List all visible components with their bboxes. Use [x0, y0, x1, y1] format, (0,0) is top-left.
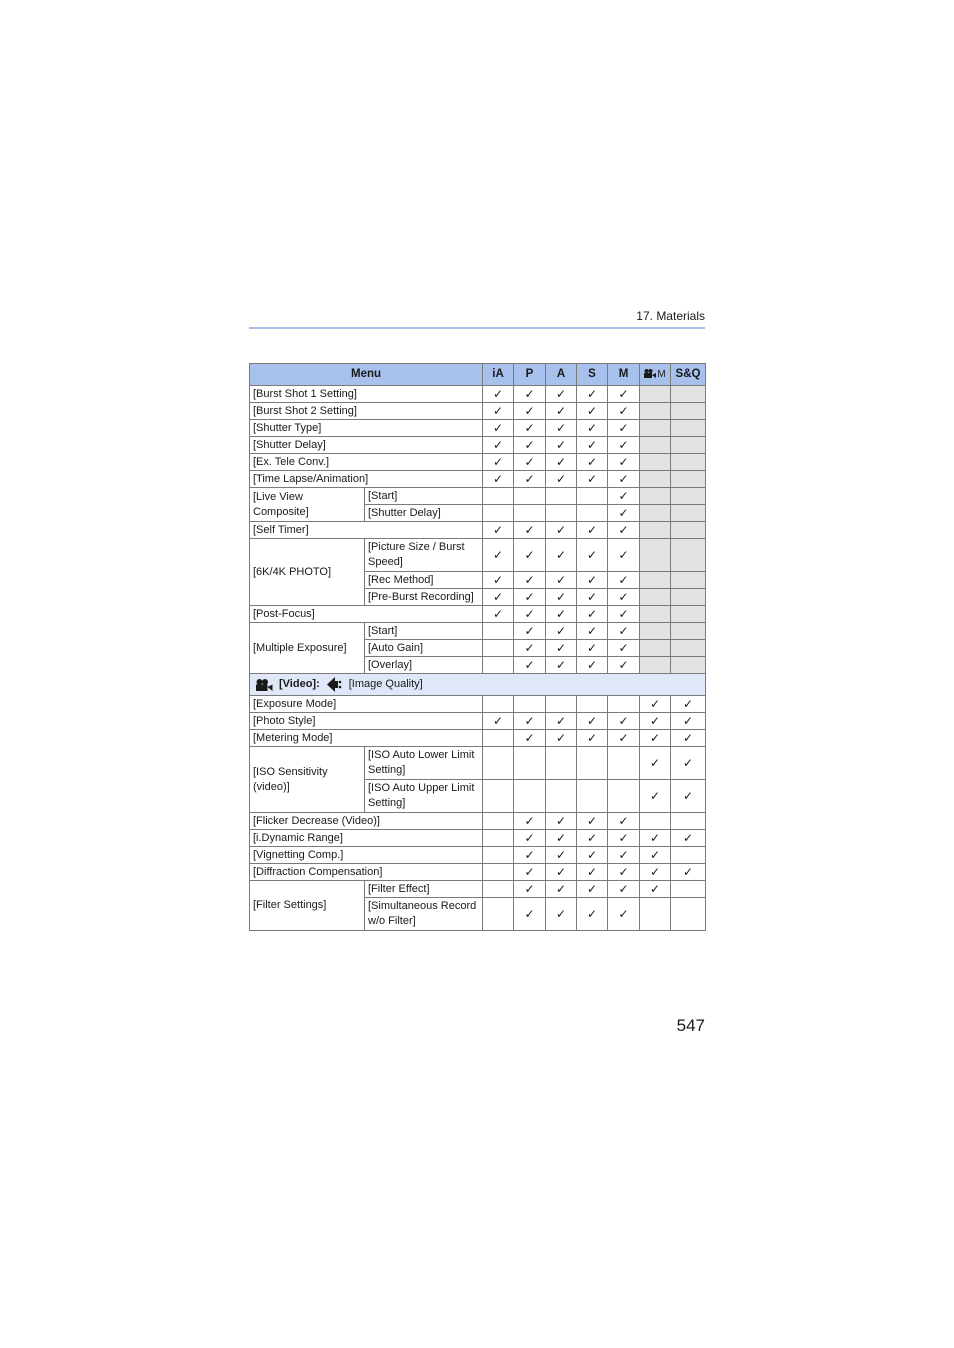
check-mark-cell: ✓: [546, 437, 577, 454]
unavailable-cell: [640, 403, 671, 420]
check-mark-cell: ✓: [640, 696, 671, 713]
menu-item-cell: [6K/4K PHOTO]: [250, 539, 365, 606]
check-mark-cell: ✓: [546, 572, 577, 589]
unavailable-cell: [671, 623, 706, 640]
check-mark-cell: ✓: [546, 386, 577, 403]
check-mark-cell: ✓: [546, 657, 577, 674]
empty-cell: [514, 747, 546, 780]
unavailable-cell: [671, 403, 706, 420]
check-mark-cell: ✓: [483, 471, 514, 488]
table-row: [250, 864, 706, 881]
movie-camera-icon: [644, 369, 657, 378]
check-mark-cell: ✓: [577, 572, 608, 589]
check-mark-cell: ✓: [640, 780, 671, 813]
unavailable-cell: [671, 420, 706, 437]
check-mark-cell: ✓: [514, 864, 546, 881]
empty-cell: [483, 864, 514, 881]
table-row: [250, 454, 706, 471]
menu-item-cell: [Live View Composite]: [250, 488, 365, 522]
check-mark-cell: ✓: [577, 640, 608, 657]
check-mark-cell: ✓: [608, 572, 640, 589]
check-mark-cell: ✓: [608, 864, 640, 881]
check-mark-cell: ✓: [546, 898, 577, 931]
menu-item-cell: [Exposure Mode]: [250, 696, 483, 713]
unavailable-cell: [640, 572, 671, 589]
section-sublabel: [Image Quality]: [348, 678, 423, 690]
sub-item-cell: [Filter Effect]: [365, 881, 483, 898]
menu-item-cell: [Multiple Exposure]: [250, 623, 365, 674]
check-mark-cell: ✓: [483, 386, 514, 403]
unavailable-cell: [671, 572, 706, 589]
check-mark-cell: ✓: [671, 747, 706, 780]
movie-camera-icon: [256, 679, 273, 691]
check-mark-cell: ✓: [608, 589, 640, 606]
unavailable-cell: [640, 471, 671, 488]
check-mark-cell: ✓: [608, 403, 640, 420]
sub-item-cell: [Rec Method]: [365, 572, 483, 589]
empty-cell: [483, 640, 514, 657]
check-mark-cell: ✓: [514, 898, 546, 931]
unavailable-cell: [640, 606, 671, 623]
empty-cell: [483, 488, 514, 505]
section-row-video: [250, 674, 706, 696]
check-mark-cell: ✓: [671, 696, 706, 713]
check-mark-cell: ✓: [608, 657, 640, 674]
menu-item-cell: [Self Timer]: [250, 522, 483, 539]
table-body: [250, 386, 706, 931]
check-mark-cell: ✓: [514, 454, 546, 471]
empty-cell: [640, 898, 671, 931]
col-header-creative-video-m: [640, 364, 671, 386]
sub-item-cell: [Overlay]: [365, 657, 483, 674]
empty-cell: [608, 696, 640, 713]
menu-item-cell: [Vignetting Comp.]: [250, 847, 483, 864]
menu-item-cell: [Metering Mode]: [250, 730, 483, 747]
check-mark-cell: ✓: [608, 730, 640, 747]
unavailable-cell: [671, 386, 706, 403]
unavailable-cell: [671, 488, 706, 505]
check-mark-cell: ✓: [608, 606, 640, 623]
check-mark-cell: ✓: [608, 898, 640, 931]
section-label: [Video]:: [279, 678, 320, 690]
empty-cell: [577, 488, 608, 505]
table-row: [250, 623, 706, 640]
chapter-title: 17. Materials: [636, 309, 705, 323]
check-mark-cell: ✓: [514, 830, 546, 847]
menu-item-cell: [Time Lapse/Animation]: [250, 471, 483, 488]
check-mark-cell: ✓: [546, 623, 577, 640]
empty-cell: [671, 898, 706, 931]
unavailable-cell: [671, 437, 706, 454]
check-mark-cell: ✓: [514, 437, 546, 454]
check-mark-cell: ✓: [483, 403, 514, 420]
unavailable-cell: [640, 386, 671, 403]
header-rule: [249, 327, 705, 329]
table-header-row: [250, 364, 706, 386]
check-mark-cell: ✓: [577, 830, 608, 847]
unavailable-cell: [671, 539, 706, 572]
check-mark-cell: ✓: [546, 471, 577, 488]
empty-cell: [483, 898, 514, 931]
check-mark-cell: ✓: [546, 420, 577, 437]
empty-cell: [483, 657, 514, 674]
check-mark-cell: ✓: [640, 713, 671, 730]
table-row: [250, 386, 706, 403]
check-mark-cell: ✓: [577, 623, 608, 640]
sub-item-cell: [Simultaneous Record w/o Filter]: [365, 898, 483, 931]
check-mark-cell: ✓: [608, 623, 640, 640]
check-mark-cell: ✓: [546, 606, 577, 623]
check-mark-cell: ✓: [640, 747, 671, 780]
check-mark-cell: ✓: [514, 713, 546, 730]
check-mark-cell: ✓: [546, 864, 577, 881]
menu-item-cell: [Filter Settings]: [250, 881, 365, 931]
check-mark-cell: ✓: [608, 830, 640, 847]
unavailable-cell: [640, 589, 671, 606]
table-row: [250, 713, 706, 730]
check-mark-cell: ✓: [577, 522, 608, 539]
empty-cell: [577, 505, 608, 522]
unavailable-cell: [640, 505, 671, 522]
unavailable-cell: [671, 522, 706, 539]
menu-item-cell: [Burst Shot 2 Setting]: [250, 403, 483, 420]
check-mark-cell: ✓: [514, 539, 546, 572]
check-mark-cell: ✓: [608, 505, 640, 522]
empty-cell: [546, 747, 577, 780]
empty-cell: [514, 505, 546, 522]
sub-item-cell: [Auto Gain]: [365, 640, 483, 657]
check-mark-cell: ✓: [577, 847, 608, 864]
check-mark-cell: ✓: [514, 847, 546, 864]
unavailable-cell: [640, 539, 671, 572]
check-mark-cell: ✓: [546, 454, 577, 471]
check-mark-cell: ✓: [514, 606, 546, 623]
check-mark-cell: ✓: [483, 713, 514, 730]
check-mark-cell: ✓: [546, 403, 577, 420]
empty-cell: [483, 881, 514, 898]
table-row: [250, 696, 706, 713]
check-mark-cell: ✓: [546, 713, 577, 730]
col-header-m: M: [608, 364, 640, 386]
empty-cell: [483, 847, 514, 864]
empty-cell: [671, 847, 706, 864]
check-mark-cell: ✓: [514, 623, 546, 640]
menu-item-cell: [Shutter Type]: [250, 420, 483, 437]
sub-item-cell: [Start]: [365, 623, 483, 640]
empty-cell: [671, 813, 706, 830]
check-mark-cell: ✓: [546, 539, 577, 572]
check-mark-cell: ✓: [577, 471, 608, 488]
empty-cell: [608, 747, 640, 780]
check-mark-cell: ✓: [577, 437, 608, 454]
check-mark-cell: ✓: [483, 589, 514, 606]
empty-cell: [546, 488, 577, 505]
empty-cell: [514, 696, 546, 713]
check-mark-cell: ✓: [608, 386, 640, 403]
check-mark-cell: ✓: [514, 730, 546, 747]
check-mark-cell: ✓: [514, 386, 546, 403]
empty-cell: [577, 747, 608, 780]
check-mark-cell: ✓: [483, 522, 514, 539]
unavailable-cell: [671, 589, 706, 606]
menu-item-cell: [Flicker Decrease (Video)]: [250, 813, 483, 830]
table-row: [250, 881, 706, 898]
sub-item-cell: [Picture Size / Burst Speed]: [365, 539, 483, 572]
col-header-ia: iA: [483, 364, 514, 386]
check-mark-cell: ✓: [483, 606, 514, 623]
check-mark-cell: ✓: [577, 898, 608, 931]
check-mark-cell: ✓: [546, 881, 577, 898]
check-mark-cell: ✓: [483, 572, 514, 589]
check-mark-cell: ✓: [608, 420, 640, 437]
sub-item-cell: [Start]: [365, 488, 483, 505]
unavailable-cell: [640, 437, 671, 454]
col-header-p: P: [514, 364, 546, 386]
check-mark-cell: ✓: [671, 864, 706, 881]
table-row: [250, 471, 706, 488]
check-mark-cell: ✓: [577, 881, 608, 898]
check-mark-cell: ✓: [546, 830, 577, 847]
empty-cell: [483, 830, 514, 847]
sub-item-cell: [ISO Auto Lower Limit Setting]: [365, 747, 483, 780]
check-mark-cell: ✓: [608, 881, 640, 898]
check-mark-cell: ✓: [577, 813, 608, 830]
table-row: [250, 403, 706, 420]
check-mark-cell: ✓: [546, 522, 577, 539]
menu-item-cell: [Photo Style]: [250, 713, 483, 730]
menu-item-cell: [Burst Shot 1 Setting]: [250, 386, 483, 403]
empty-cell: [514, 780, 546, 813]
col-header-s: S: [577, 364, 608, 386]
check-mark-cell: ✓: [671, 730, 706, 747]
check-mark-cell: ✓: [577, 864, 608, 881]
empty-cell: [483, 505, 514, 522]
check-mark-cell: ✓: [514, 589, 546, 606]
table-row: [250, 813, 706, 830]
empty-cell: [546, 780, 577, 813]
menu-item-cell: [Diffraction Compensation]: [250, 864, 483, 881]
col-header-menu: Menu: [250, 364, 483, 386]
check-mark-cell: ✓: [640, 864, 671, 881]
check-mark-cell: ✓: [514, 881, 546, 898]
menu-availability-table: [249, 363, 706, 931]
check-mark-cell: ✓: [671, 830, 706, 847]
col-header-sq: S&Q: [671, 364, 706, 386]
empty-cell: [577, 696, 608, 713]
table-row: [250, 420, 706, 437]
check-mark-cell: ✓: [514, 572, 546, 589]
unavailable-cell: [640, 522, 671, 539]
check-mark-cell: ✓: [514, 657, 546, 674]
check-mark-cell: ✓: [514, 522, 546, 539]
empty-cell: [483, 747, 514, 780]
empty-cell: [483, 696, 514, 713]
page-number: 547: [676, 1016, 705, 1035]
empty-cell: [483, 623, 514, 640]
check-mark-cell: ✓: [608, 640, 640, 657]
unavailable-cell: [671, 505, 706, 522]
check-mark-cell: ✓: [577, 606, 608, 623]
check-mark-cell: ✓: [514, 471, 546, 488]
check-mark-cell: ✓: [608, 847, 640, 864]
table-row: [250, 606, 706, 623]
check-mark-cell: ✓: [577, 539, 608, 572]
unavailable-cell: [640, 454, 671, 471]
check-mark-cell: ✓: [577, 420, 608, 437]
table-row: [250, 488, 706, 505]
check-mark-cell: ✓: [671, 713, 706, 730]
table-row: [250, 747, 706, 780]
check-mark-cell: ✓: [577, 657, 608, 674]
check-mark-cell: ✓: [546, 813, 577, 830]
empty-cell: [546, 505, 577, 522]
check-mark-cell: ✓: [608, 539, 640, 572]
check-mark-cell: ✓: [577, 730, 608, 747]
check-mark-cell: ✓: [608, 437, 640, 454]
empty-cell: [483, 730, 514, 747]
table-row: [250, 437, 706, 454]
check-mark-cell: ✓: [546, 847, 577, 864]
empty-cell: [640, 813, 671, 830]
unavailable-cell: [640, 623, 671, 640]
check-mark-cell: ✓: [608, 454, 640, 471]
check-mark-cell: ✓: [514, 403, 546, 420]
unavailable-cell: [671, 606, 706, 623]
empty-cell: [577, 780, 608, 813]
check-mark-cell: ✓: [483, 539, 514, 572]
empty-cell: [483, 813, 514, 830]
check-mark-cell: ✓: [514, 813, 546, 830]
check-mark-cell: ✓: [483, 437, 514, 454]
check-mark-cell: ✓: [546, 589, 577, 606]
unavailable-cell: [671, 471, 706, 488]
check-mark-cell: ✓: [577, 454, 608, 471]
check-mark-cell: ✓: [640, 730, 671, 747]
check-mark-cell: ✓: [514, 640, 546, 657]
check-mark-cell: ✓: [608, 522, 640, 539]
unavailable-cell: [640, 640, 671, 657]
sub-item-cell: [Pre-Burst Recording]: [365, 589, 483, 606]
check-mark-cell: ✓: [546, 730, 577, 747]
check-mark-cell: ✓: [546, 640, 577, 657]
check-mark-cell: ✓: [577, 589, 608, 606]
unavailable-cell: [671, 454, 706, 471]
table-row: [250, 522, 706, 539]
check-mark-cell: ✓: [514, 420, 546, 437]
table-row: [250, 539, 706, 572]
unavailable-cell: [671, 657, 706, 674]
check-mark-cell: ✓: [577, 386, 608, 403]
check-mark-cell: ✓: [608, 713, 640, 730]
check-mark-cell: ✓: [671, 780, 706, 813]
check-mark-cell: ✓: [483, 454, 514, 471]
menu-item-cell: [Shutter Delay]: [250, 437, 483, 454]
check-mark-cell: ✓: [608, 813, 640, 830]
table-row: [250, 830, 706, 847]
image-quality-icon: [326, 677, 343, 692]
unavailable-cell: [640, 420, 671, 437]
check-mark-cell: ✓: [483, 420, 514, 437]
menu-item-cell: [i.Dynamic Range]: [250, 830, 483, 847]
menu-item-cell: [ISO Sensitivity (video)]: [250, 747, 365, 813]
unavailable-cell: [640, 488, 671, 505]
sub-item-cell: [ISO Auto Upper Limit Setting]: [365, 780, 483, 813]
table-row: [250, 847, 706, 864]
unavailable-cell: [671, 640, 706, 657]
section-header-cell: [250, 674, 706, 696]
col-header-a: A: [546, 364, 577, 386]
table-row: [250, 730, 706, 747]
check-mark-cell: ✓: [640, 881, 671, 898]
unavailable-cell: [640, 657, 671, 674]
creative-video-m-label: M: [657, 369, 666, 380]
menu-item-cell: [Post-Focus]: [250, 606, 483, 623]
check-mark-cell: ✓: [608, 488, 640, 505]
check-mark-cell: ✓: [577, 713, 608, 730]
empty-cell: [608, 780, 640, 813]
empty-cell: [514, 488, 546, 505]
check-mark-cell: ✓: [608, 471, 640, 488]
menu-item-cell: [Ex. Tele Conv.]: [250, 454, 483, 471]
check-mark-cell: ✓: [640, 847, 671, 864]
empty-cell: [671, 881, 706, 898]
empty-cell: [546, 696, 577, 713]
check-mark-cell: ✓: [640, 830, 671, 847]
check-mark-cell: ✓: [577, 403, 608, 420]
empty-cell: [483, 780, 514, 813]
sub-item-cell: [Shutter Delay]: [365, 505, 483, 522]
